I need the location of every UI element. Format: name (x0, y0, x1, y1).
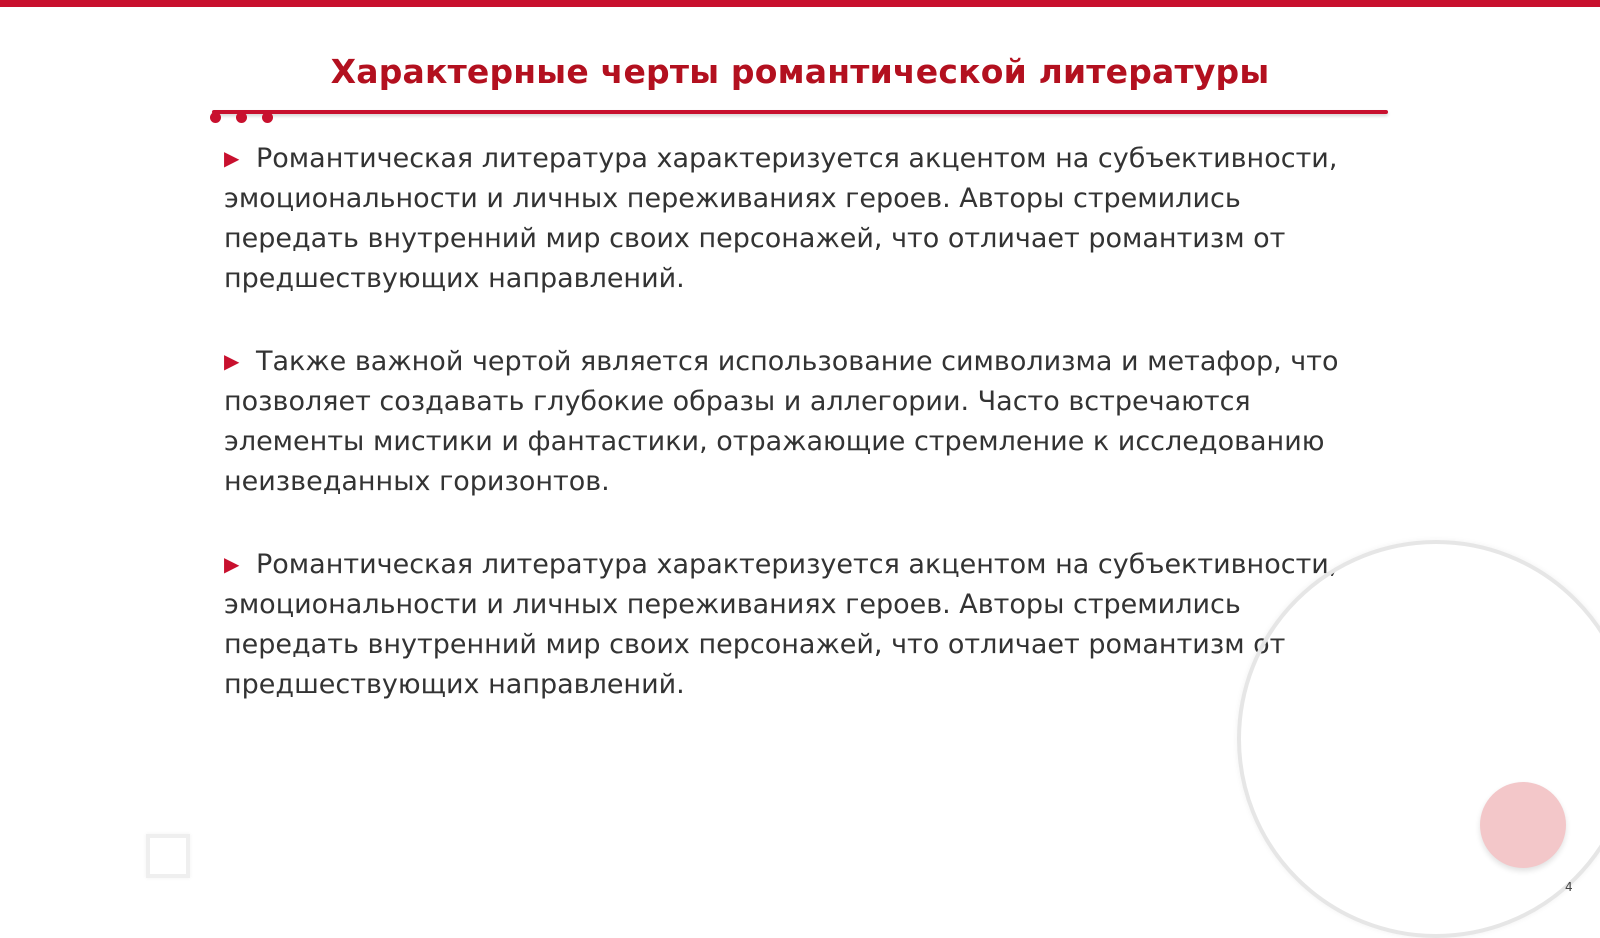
decor-dot (262, 112, 273, 123)
bullet-text: Романтическая литература характеризуется акцентом на субъективности, эмоциональности и личных переживаниях героев. Авторы стремились передать внутренний мир своих персонажей, что отличает романтизм от предшествующих направлений. (224, 143, 1338, 294)
decor-dot (210, 112, 221, 123)
bullet-item (224, 544, 1374, 705)
decor-pink-circle (1480, 782, 1566, 868)
title-underline (212, 110, 1388, 114)
decor-square (146, 834, 190, 878)
bullet-text: Также важной чертой является использование символизма и метафор, что позволяет создавать глубокие образы и аллегории. Часто встречаются элементы мистики и фантастики, отражающие стремление к исследованию неизведанных горизонтов. (224, 346, 1339, 497)
triangle-bullet-icon: ▶ (224, 349, 240, 373)
bullet-list (224, 138, 1374, 747)
decor-dot (236, 112, 247, 123)
triangle-bullet-icon: ▶ (224, 146, 240, 170)
slide-title: Характерные черты романтической литературы (330, 52, 1270, 91)
triangle-bullet-icon: ▶ (224, 552, 240, 576)
page-number: 4 (1565, 880, 1573, 894)
bullet-text: Романтическая литература характеризуется акцентом на субъективности, эмоциональности и личных переживаниях героев. Авторы стремились передать внутренний мир своих персонажей, что отличает романтизм от предшествующих направлений. (224, 549, 1338, 700)
bullet-item (224, 341, 1374, 502)
bullet-item (224, 138, 1374, 299)
top-accent-bar (0, 0, 1600, 7)
